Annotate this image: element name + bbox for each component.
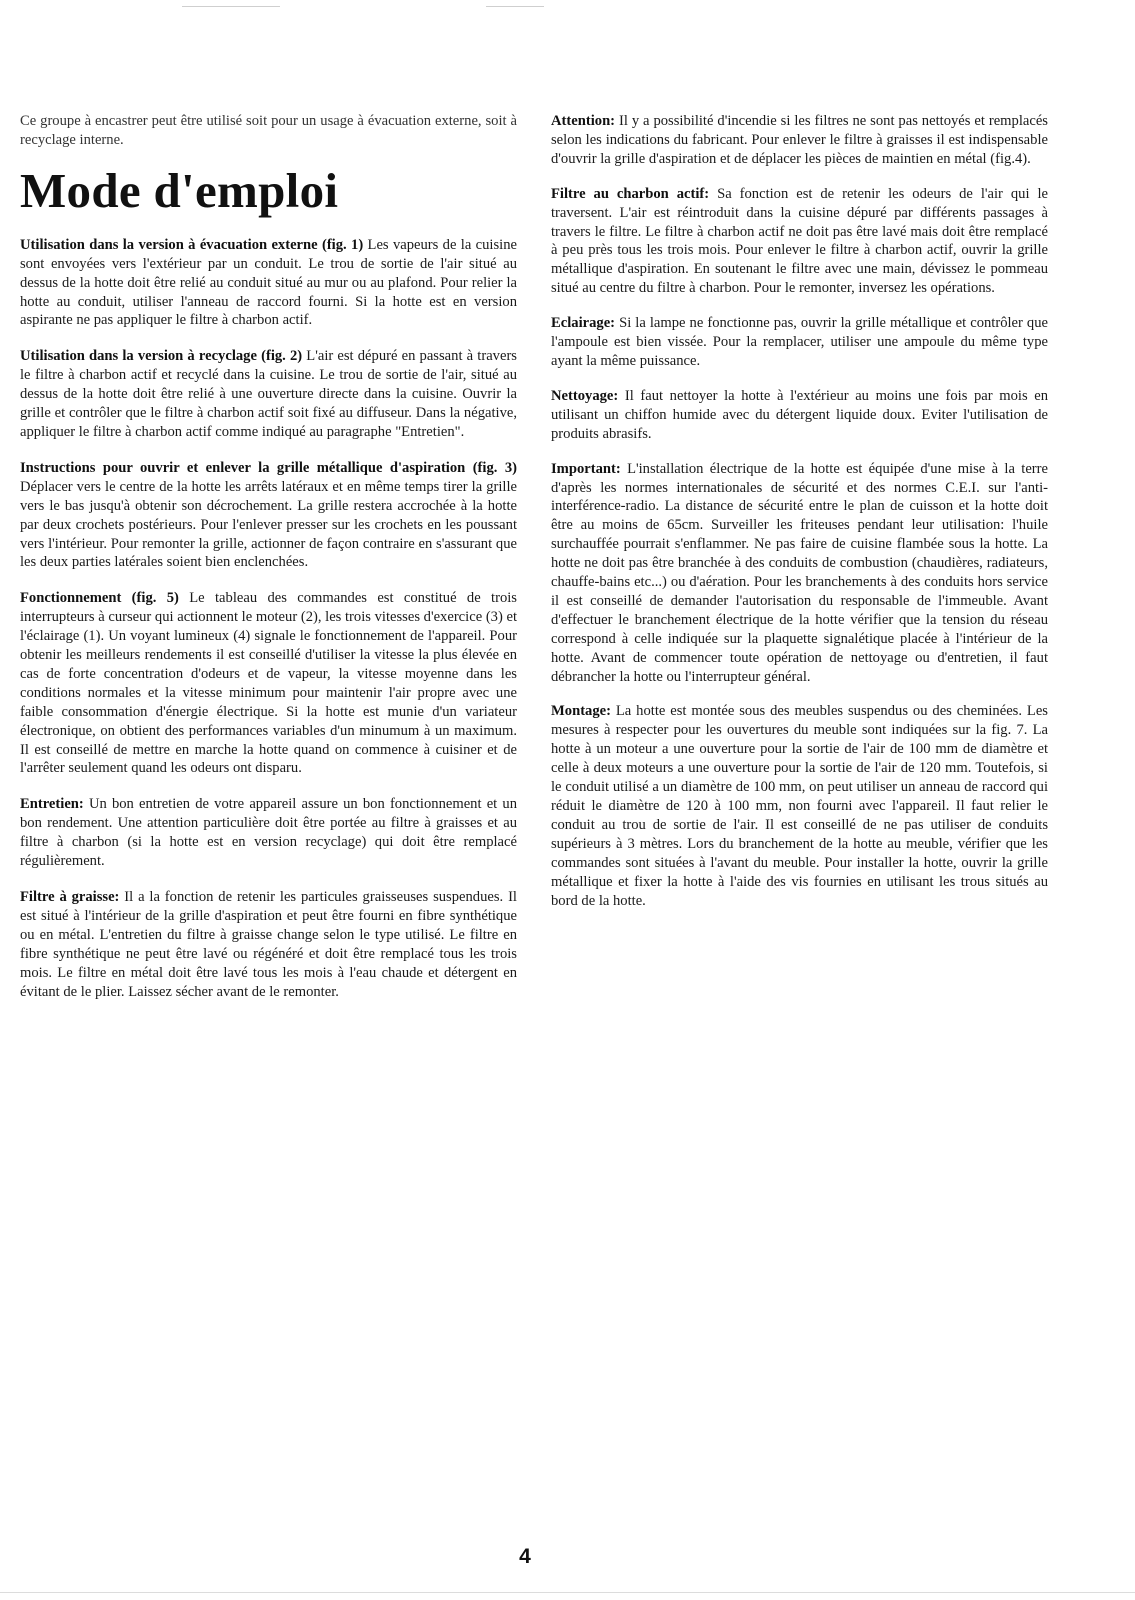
section-important bbox=[551, 460, 1048, 687]
section-heading: Fonctionnement (fig. 5) bbox=[20, 590, 179, 607]
section-text: Les vapeurs de la cuisine sont envoyées vers l'extérieur par un conduit. Le trou de sortie de l'air situé au dessus de la hotte doit être relié au conduit situé au mur ou au plafond. Pour relier la hotte au conduit, utiliser l'anneau de raccord fourni. Si la hotte est en version aspirante ne pas appliquer le filtre à charbon actif. bbox=[20, 236, 517, 329]
left-column bbox=[20, 112, 517, 1018]
section-filtre-charbon bbox=[551, 185, 1048, 298]
section-text: L'air est dépuré en passant à travers le filtre à charbon actif et recyclé dans la cuisine. Le trou de sortie de l'air, situé au dessus de la hotte doit être relié à une ouverture directe dans la cuisine. Ouvrir la grille et contrôler que le filtre à charbon actif soit fixé au diffuseur. Dans la négative, appliquer le filtre à charbon actif comme indiqué au paragraphe "Entretien". bbox=[20, 348, 517, 440]
section-heading: Important: bbox=[551, 460, 621, 477]
page-title: Mode d'emploi bbox=[20, 162, 339, 218]
section-heading: Entretien: bbox=[20, 796, 84, 813]
section-text: Le tableau des commandes est constitué de trois interrupteurs à curseur qui actionnent le moteur (2), les trois vitesses d'exercice (3) et l'éclairage (1). Un voyant lumineux (4) signale le fonctionnement de l'appareil. Pour obtenir les meilleurs rendements il est conseillé d'utiliser la vitesse la plus élevée en cas de forte concentration d'odeurs et de vapeur, la vitesse moyenne dans les conditions normales et la vitesse minimum pour maintenir l'air propre avec une faible consommation d'énergie électrique. Si la hotte est munie d'un variateur électronique, on obtient des performances variables d'un minumum à un maximum. Il est conseillé de mettre en marche la hotte quand on commence à cuisiner et de l'arrêter seulement quand les odeurs ont disparu. bbox=[20, 590, 518, 777]
section-recyclage bbox=[20, 347, 517, 442]
section-heading: Eclairage: bbox=[551, 315, 616, 332]
section-heading: Nettoyage: bbox=[551, 387, 619, 404]
section-entretien bbox=[20, 795, 517, 871]
section-text: Déplacer vers le centre de la hotte les arrêts latéraux et en même temps tirer la grille vers le bas jusqu'à obtenir son décrochement. La grille restera accrochée à la hotte par deux crochets postérieurs. Pour l'enlever presser sur les crochets en les poussant vers l'intérieur. Pour remonter la grille, actionner de façon contraire en s'assurant que les deux parties latérales soient bien enclenchées. bbox=[20, 478, 517, 571]
right-column bbox=[551, 112, 1048, 926]
section-grille-instructions bbox=[20, 459, 517, 572]
section-text: Il faut nettoyer la hotte à l'extérieur au moins une fois par mois en utilisant un chiffon humide avec du détergent liquide doux. Eviter l'utilisation de produits abrasifs. bbox=[551, 387, 1048, 442]
section-text: Si la lampe ne fonctionne pas, ouvrir la grille métallique et contrôler que l'ampoule est bien vissée. Pour la remplacer, utiliser une ampoule du même type ayant la même puissance. bbox=[551, 315, 1049, 369]
scan-artifact-top-left bbox=[182, 6, 280, 7]
section-heading: Attention: bbox=[551, 113, 616, 129]
section-fonctionnement bbox=[20, 589, 517, 778]
section-filtre-graisse bbox=[20, 888, 517, 1001]
section-text: Un bon entretien de votre appareil assure un bon fonctionnement et un bon rendement. Une attention particulière doit être portée au filtre à graisses et au filtre à charbon (si la hotte est en version recyclage) qui doit être remplacé régulièrement. bbox=[20, 796, 517, 870]
scan-artifact-bottom bbox=[0, 1592, 1135, 1593]
intro-paragraph: Ce groupe à encastrer peut être utilisé soit pour un usage à évacuation externe, soit à recyclage interne. bbox=[20, 113, 517, 148]
section-evacuation-externe bbox=[20, 236, 517, 331]
section-heading: Filtre à graisse: bbox=[20, 889, 120, 905]
section-heading: Utilisation dans la version à évacuation externe (fig. 1) bbox=[20, 236, 364, 253]
section-text: Sa fonction est de retenir les odeurs de l'air qui le traversent. L'air est réintroduit dans la cuisine dépuré par différents passages à travers le filtre. Le filtre à charbon actif ne doit pas être lavé mais doit être remplacé à peu près tous les trois mois. Pour enlever le filtre à charbon actif, ouvrir la grille métallique d'aspiration. En soutenant le filtre avec une main, dévissez le pommeau situé au centre du filtre à charbon. Pour le remonter, inversez les opérations. bbox=[551, 185, 1048, 297]
section-attention bbox=[551, 112, 1048, 169]
section-text: L'installation électrique de la hotte est équipée d'une mise à la terre d'après les normes internationales de sécurité et des normes C.E.I. sur l'anti-interférence-radio. La distance de sécurité entre le plan de cuisson et la hotte doit être au moins de 65cm. Surveiller les friteuses pendant leur utilisation: l'huile surchauffée pourrait s'enflammer. Ne pas faire de cuisine flambée sous la hotte. La hotte ne doit pas être branchée à des conduits de combustion (chaudières, radiateurs, chauffe-bains etc...) ou d'aération. Pour les branchements à des conduits hors service il est conseillé de demander l'autorisation du responsable de l'immeuble. Avant d'effectuer le branchement électrique de la hotte vérifier que la tension du réseau correspond à celle indiquée sur la plaquette signalétique placée à l'intérieur de la hotte. Avant de commencer toute opération de nettoyage ou d'entretien, il faut débrancher la hotte ou l'interrupteur général. bbox=[551, 460, 1048, 685]
section-eclairage bbox=[551, 314, 1048, 371]
page-number: 4 bbox=[519, 1545, 531, 1568]
section-heading: Montage: bbox=[551, 703, 611, 720]
section-montage bbox=[551, 702, 1048, 910]
section-text: Il a la fonction de retenir les particules graisseuses suspendues. Il est situé à l'intérieur de la grille d'aspiration et peut être fourni en fibre synthétique ou en métal. L'entretien du filtre à graisse change selon le type utilisé. Le filtre en fibre synthétique ne peut être lavé ou régénéré et doit être remplacé tous les trois mois. Le filtre en métal doit être lavé tous les mois à l'eau chaude et détergent en évitant de le plier. Laissez sécher avant de le remonter. bbox=[20, 889, 517, 1000]
section-text: Il y a possibilité d'incendie si les filtres ne sont pas nettoyés et remplacés selon les indications du fabricant. Pour enlever le filtre à graisses il est indispensable d'ouvrir la grille d'aspiration et de déplacer les pièces de maintien en métal (fig.4). bbox=[551, 113, 1048, 167]
section-heading: Utilisation dans la version à recyclage (fig. 2) bbox=[20, 348, 303, 365]
section-text: La hotte est montée sous des meubles suspendus ou des cheminées. Les mesures à respecter pour les ouvertures du meuble sont indiquées sur la fig. 7. La hotte à un moteur a une ouverture pour la sortie de l'air de 100 mm de diamètre et celle à deux moteurs a une ouverture pour la sortie de l'air de 120 mm. Toutefois, si le conduit utilisé a un diamètre de 100 mm, on peut utiliser un anneau de raccord qui réduit le diamètre de 120 à 100 mm, non fourni avec l'appareil. Il faut relier le conduit au trou de sortie de l'air. Il est conseillé de ne pas utiliser de conduits supérieurs à 3 mètres. Lors du branchement de la hotte au meuble, vérifier que les commandes sont situées à l'avant du meuble. Pour installer la hotte, ouvrir la grille métallique et fixer la hotte à l'aide des vis fournies en utilisant les trous situés au bord de la hotte. bbox=[551, 703, 1048, 909]
section-heading: Filtre au charbon actif: bbox=[551, 185, 710, 202]
section-heading: Instructions pour ouvrir et enlever la grille métallique d'aspiration (fig. 3) bbox=[20, 459, 517, 476]
section-nettoyage bbox=[551, 387, 1048, 444]
scan-artifact-top-right bbox=[486, 6, 544, 7]
